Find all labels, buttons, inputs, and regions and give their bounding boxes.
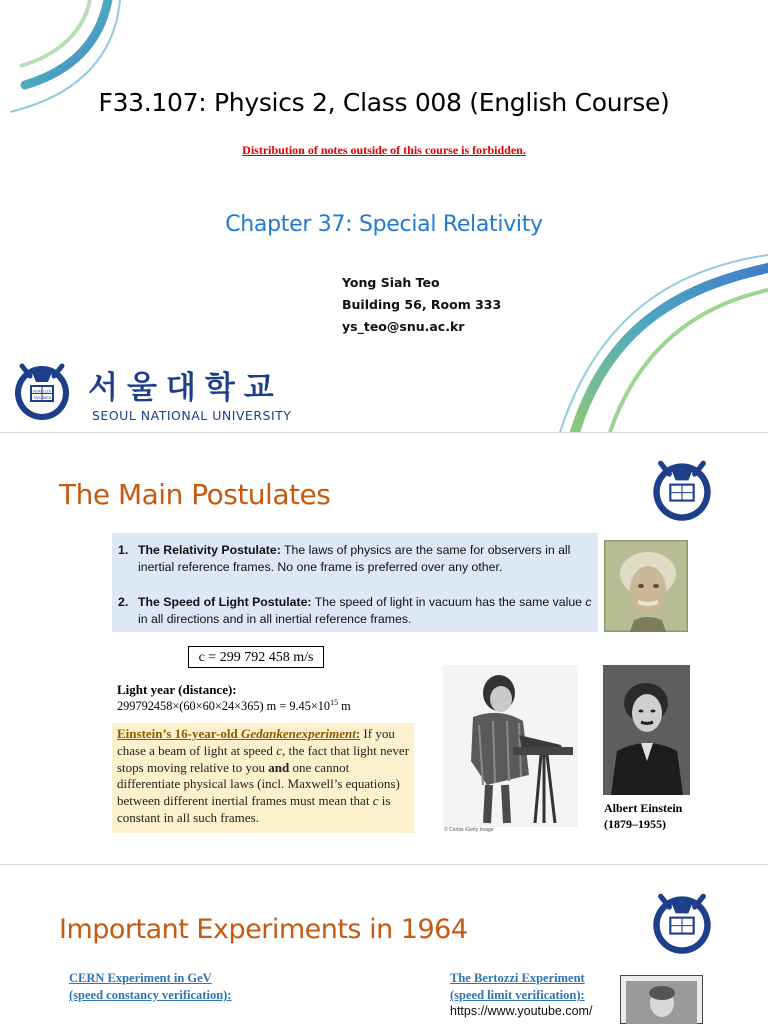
university-name-korean: 서울대학교 <box>88 370 283 406</box>
caption-name: Albert Einstein <box>604 801 683 815</box>
snu-seal-icon <box>10 360 74 424</box>
postulate-text: in all directions and in all inertial reference frames. <box>138 612 412 626</box>
light-year-exponent: 15 <box>330 698 339 707</box>
light-year-value <box>117 698 351 714</box>
seal-word: VERI <box>32 388 42 394</box>
light-year-calc: 299792458×(60×60×24×365) m = 9.45×10 <box>117 699 331 714</box>
gedanken-heading: Einstein’s 16-year-old <box>117 726 241 741</box>
postulate-head: The Relativity Postulate: <box>138 543 281 557</box>
snu-seal-icon <box>648 457 716 525</box>
slide-divider <box>0 432 768 433</box>
slide-title-experiments: Important Experiments in 1964 <box>59 914 468 945</box>
postulate-number: 2. <box>118 595 129 609</box>
bertozzi-video-url[interactable]: https://www.youtube.com/ <box>450 1004 593 1018</box>
title-slide <box>0 0 768 432</box>
gedanken-variable: c <box>276 742 282 758</box>
gedanken-heading-italic: Gedankenexperiment <box>240 726 356 741</box>
light-year-heading: Light year (distance): <box>117 682 237 697</box>
light-year-unit: m <box>338 699 351 714</box>
author-email: ys_teo@snu.ac.kr <box>342 319 465 334</box>
cern-experiment-link[interactable] <box>69 970 231 1004</box>
bertozzi-experiment-link[interactable] <box>450 970 585 1004</box>
postulate-number: 1. <box>118 543 129 557</box>
postulate-item <box>118 594 592 628</box>
einstein-stamp-image <box>604 540 688 632</box>
gedanken-body: , the fact that light never stops moving relative to you <box>117 742 410 775</box>
author-name: Yong Siah Teo <box>342 275 440 290</box>
caption-years: (1879–1955) <box>604 817 666 831</box>
slide-divider <box>0 864 768 865</box>
speed-of-light-formula: c = 299 792 458 m/s <box>188 646 324 668</box>
seal-word: TAS <box>33 394 41 400</box>
seal-word: MEA <box>42 394 52 400</box>
postulate-text: The speed of light in vacuum has the same value <box>311 595 586 609</box>
snu-seal-icon <box>648 890 716 958</box>
postulate-item <box>118 542 592 576</box>
gedanken-body: is constant in all such frames. <box>117 793 391 825</box>
university-name-english: SEOUL NATIONAL UNIVERSITY <box>92 408 292 423</box>
portrait-caption <box>604 800 682 832</box>
course-title: F33.107: Physics 2, Class 008 (English Course) <box>98 88 670 117</box>
postulate-head: The Speed of Light Postulate: <box>138 595 312 609</box>
chapter-title: Chapter 37: Special Relativity <box>225 212 543 237</box>
cern-link-line1[interactable]: CERN Experiment in GeV <box>69 971 212 985</box>
bertozzi-link-line2[interactable]: (speed limit verification): <box>450 988 585 1002</box>
seal-word: LUX <box>43 388 51 394</box>
distribution-notice: Distribution of notes outside of this course is forbidden. <box>242 143 526 157</box>
postulate-variable: c <box>585 595 592 609</box>
slide-title-postulates: The Main Postulates <box>59 478 331 511</box>
gedanken-emphasis: and <box>268 759 290 775</box>
cern-link-line2[interactable]: (speed constancy verification): <box>69 988 232 1002</box>
bertozzi-photo <box>620 975 703 1024</box>
gedanken-heading-colon: : <box>355 726 361 741</box>
gedanken-body: one cannot differentiate physical laws (incl. Maxwell’s equations) between different inertial frames must mean that <box>117 759 400 809</box>
gedanken-body: If you chase a beam of light at speed <box>117 726 395 758</box>
young-einstein-photo <box>443 665 578 827</box>
author-office: Building 56, Room 333 <box>342 297 502 312</box>
gedanken-variable: c <box>372 793 379 809</box>
einstein-portrait-photo <box>603 665 690 795</box>
bertozzi-link-line1[interactable]: The Bertozzi Experiment <box>450 971 585 985</box>
photo-credit: © Corbis /Getty Image <box>444 827 494 833</box>
postulate-text: The laws of physics are the same for observers in all inertial reference frames. No one frame is preferred over any other. <box>138 543 571 574</box>
gedankenexperiment-text <box>117 726 412 827</box>
